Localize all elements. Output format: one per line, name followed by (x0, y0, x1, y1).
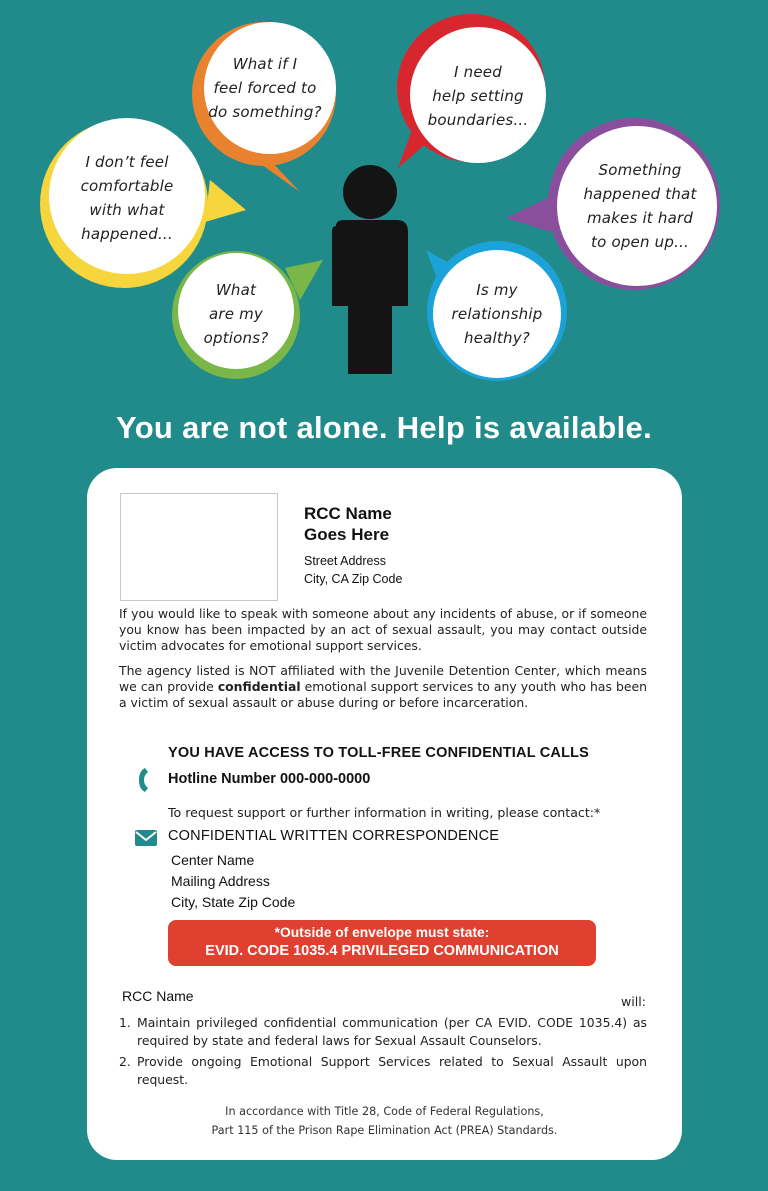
bubble-line: Is my (476, 281, 518, 299)
bubble-line: What (215, 281, 257, 299)
bubble-line: Something (598, 161, 682, 179)
list-item (119, 1053, 647, 1088)
bubble-line: What if I (232, 55, 298, 73)
affiliation-paragraph (119, 663, 647, 711)
rcc-title-line: RCC Name (304, 504, 392, 523)
footer-line: Part 115 of the Prison Rape Elimination Act (PREA) Standards. (211, 1124, 558, 1137)
paragraph-text: The agency listed is NOT affiliated with the Juvenile Detention Center, which means we can provide (119, 663, 647, 694)
bubble-line: do something? (208, 103, 322, 121)
bubble-line: help setting (432, 87, 524, 105)
bubble-line: are my (208, 305, 264, 323)
list-text: Provide ongoing Emotional Support Services related to Sexual Assault upon request. (137, 1054, 647, 1087)
bubble-line: with what (89, 201, 165, 219)
envelope-alert (168, 920, 596, 966)
commitments-list (119, 1014, 647, 1092)
mailing-address: Mailing Address (171, 873, 270, 889)
info-card (87, 468, 682, 1160)
bubble-options-text (186, 278, 286, 350)
bubble-line: options? (203, 329, 269, 347)
footer-note (87, 1102, 682, 1140)
will-label: will: (620, 994, 646, 1009)
bubble-comfortable-text (62, 150, 192, 246)
rcc-title-line: Goes Here (304, 525, 390, 544)
city-line: City, CA Zip Code (304, 572, 403, 586)
toll-free-heading: YOU HAVE ACCESS TO TOLL-FREE CONFIDENTIAL CALLS (168, 745, 590, 761)
bubble-something-text (570, 158, 710, 254)
list-number: 2. (119, 1054, 131, 1069)
street-address: Street Address (304, 554, 386, 568)
logo-placeholder (120, 493, 278, 601)
paragraph-text: emotional support services to any youth who has been a victim of sexual assault or abuse during or before incarceration. (119, 679, 647, 710)
bubble-line: feel forced to (213, 79, 317, 97)
rcc-address (304, 552, 402, 588)
city-state-zip: City, State Zip Code (171, 894, 296, 910)
bubble-boundaries-text (418, 60, 538, 132)
rcc-name: RCC Name (122, 988, 194, 1004)
bubble-forced-text (200, 52, 330, 124)
person-icon (332, 165, 408, 374)
rcc-title (304, 503, 504, 545)
bubble-line: healthy? (464, 329, 530, 347)
alert-line: EVID. CODE 1035.4 PRIVILEGED COMMUNICATION (205, 943, 559, 959)
tagline: You are not alone. Help is available. (116, 410, 652, 445)
list-item (119, 1014, 647, 1049)
hotline-number[interactable]: Hotline Number 000-000-0000 (168, 771, 371, 787)
alert-line: *Outside of envelope must state: (274, 925, 490, 940)
bubble-relationship-text (442, 278, 552, 350)
bubble-line: relationship (451, 305, 543, 323)
bubble-line: makes it hard (586, 209, 694, 227)
list-text: Maintain privileged confidential communication (per CA EVID. CODE 1035.4) as required by state and federal laws for Sexual Assault Counselors. (137, 1015, 647, 1048)
bubble-line: comfortable (80, 177, 174, 195)
center-name: Center Name (171, 852, 255, 868)
phone-icon (135, 765, 157, 795)
bubble-line: to open up... (591, 233, 689, 251)
envelope-icon (134, 829, 158, 847)
emphasis-text: confidential (217, 679, 301, 694)
bubble-line: happened that (583, 185, 697, 203)
list-number: 1. (119, 1015, 131, 1030)
request-instructions: To request support or further information in writing, please contact:* (168, 805, 601, 820)
bubble-line: boundaries... (427, 111, 529, 129)
bubble-line: I need (454, 63, 502, 81)
intro-paragraph: If you would like to speak with someone about any incidents of abuse, or if someone you know has been impacted by an act of sexual assault, you may contact outside victim advocates for emotional support services. (119, 606, 647, 653)
footer-line: In accordance with Title 28, Code of Federal Regulations, (225, 1105, 544, 1118)
bubble-line: I don’t feel (85, 153, 169, 171)
bubble-line: happened... (81, 225, 173, 243)
mailing-block (171, 850, 295, 913)
written-correspondence-heading: CONFIDENTIAL WRITTEN CORRESPONDENCE (168, 828, 500, 844)
